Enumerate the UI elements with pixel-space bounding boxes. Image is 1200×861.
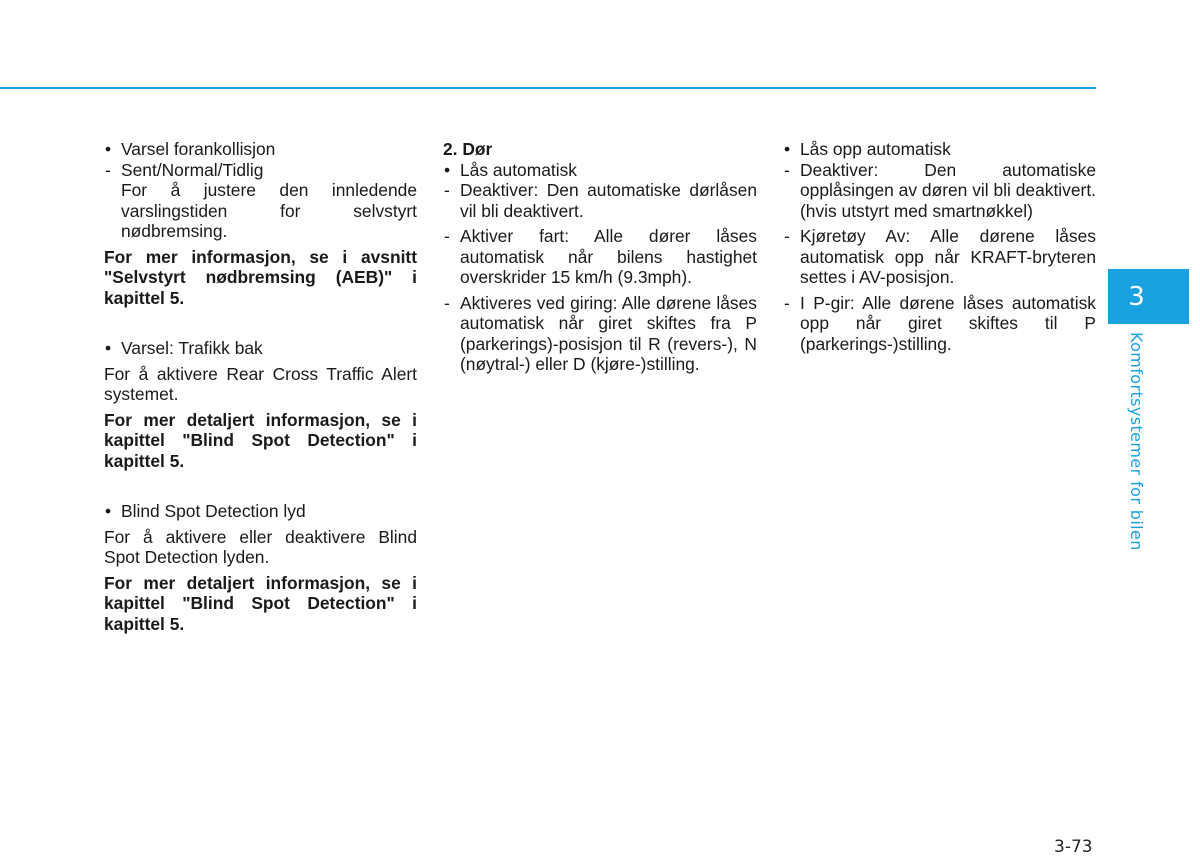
reference-note: For mer detaljert informasjon, se i kapittel "Blind Spot Detection" i kapittel 5. xyxy=(104,409,417,471)
column-left xyxy=(104,139,417,634)
column-right xyxy=(783,139,1096,354)
description-text: For å aktivere eller deaktivere Blind Spot Detection lyden. xyxy=(104,526,417,567)
dash-item: - I P-gir: Alle dørene låses automatisk opp når giret skiftes til P (parkerings-)stilling. xyxy=(783,293,1096,355)
page-number: 3-73 xyxy=(1054,837,1093,857)
dash-item: - Sent/Normal/Tidlig xyxy=(104,160,417,181)
chapter-tab xyxy=(1108,269,1189,324)
bullet-item: • Lås opp automatisk xyxy=(783,139,1096,160)
bullet-item: • Varsel forankollisjon xyxy=(104,139,417,160)
dash-item: - Aktiver fart: Alle dører låses automatisk når bilens hastighet overskrider 15 km/h (9.3mph). xyxy=(443,226,757,288)
dash-item: - Deaktiver: Den automatiske dørlåsen vil bli deaktivert. xyxy=(443,180,757,221)
bullet-item: • Varsel: Trafikk bak xyxy=(104,338,417,359)
column-middle xyxy=(443,139,757,375)
bullet-item: • Lås automatisk xyxy=(443,160,757,181)
section-heading: 2. Dør xyxy=(443,139,493,159)
dash-item: - Kjøretøy Av: Alle dørene låses automatisk opp når KRAFT-bryteren settes i AV-posisjon. xyxy=(783,226,1096,288)
chapter-title: Komfortsystemer for bilen xyxy=(1127,332,1146,551)
reference-note: For mer informasjon, se i avsnitt "Selvstyrt nødbremsing (AEB)" i kapittel 5. xyxy=(104,246,417,308)
description-text: For å justere den innledende varslingstiden for selvstyrt nødbremsing. xyxy=(121,180,417,241)
dash-item: - Aktiveres ved giring: Alle dørene låses automatisk når giret skiftes fra P (parkerings)-posisjon til R (revers-), N (nøytral-) eller D (kjøre-)stilling. xyxy=(443,293,757,375)
description-text: For å aktivere Rear Cross Traffic Alert systemet. xyxy=(104,363,417,404)
header-rule xyxy=(0,87,1096,89)
chapter-number: 3 xyxy=(1128,281,1145,312)
bullet-item: • Blind Spot Detection lyd xyxy=(104,501,417,522)
dash-item: - Deaktiver: Den automatiske opplåsingen av døren vil bli deaktivert. (hvis utstyrt med smartnøkkel) xyxy=(783,160,1096,222)
reference-note: For mer detaljert informasjon, se i kapittel "Blind Spot Detection" i kapittel 5. xyxy=(104,572,417,634)
